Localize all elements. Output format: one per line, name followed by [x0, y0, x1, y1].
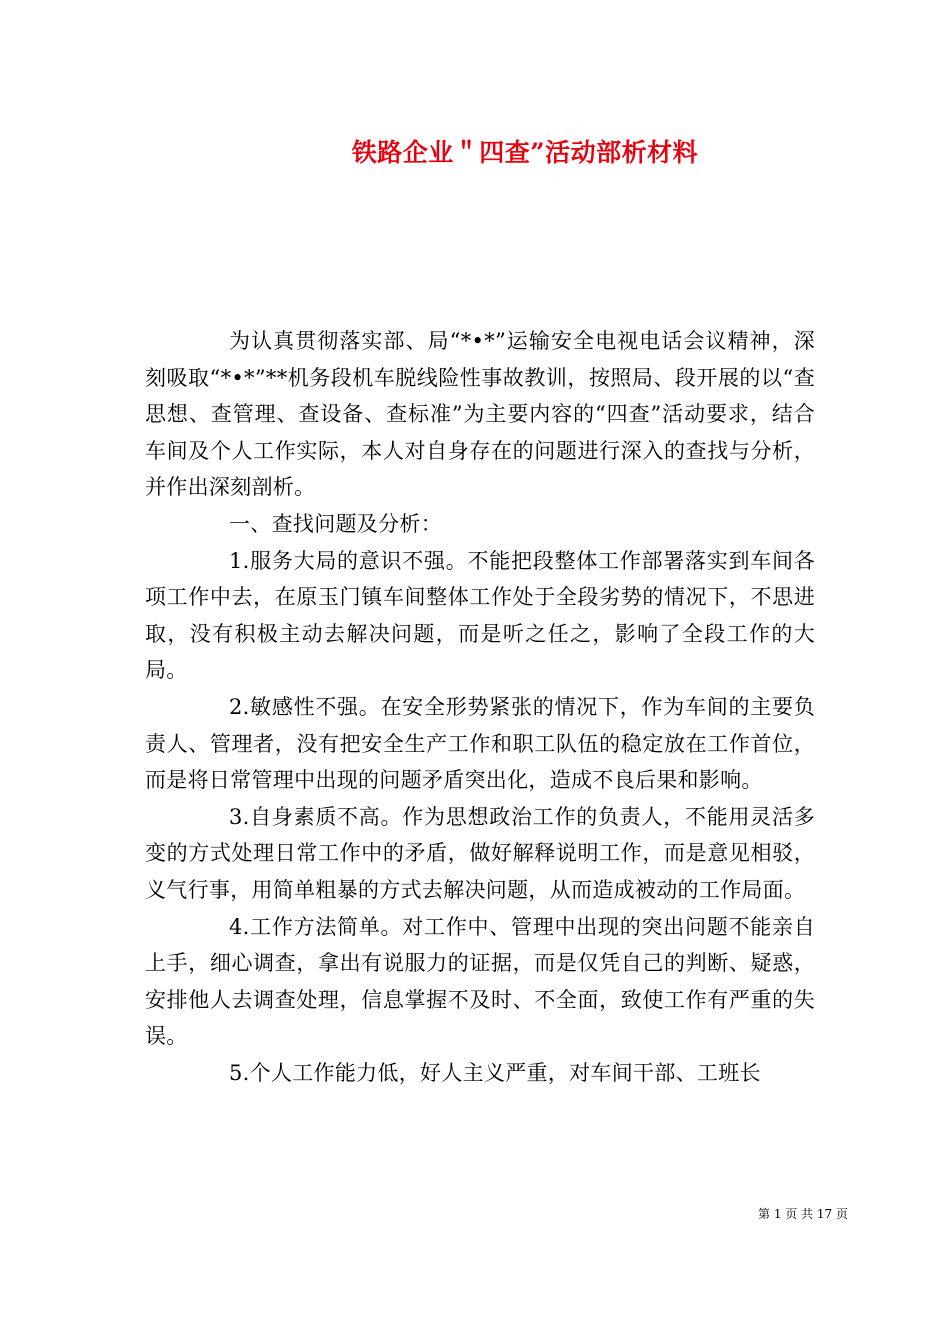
item-paragraph-4: 4.工作方法简单。对工作中、管理中出现的突出问题不能亲自上手，细心调查，拿出有说服力的证据，而是仅凭自己的判断、疑惑，安排他人去调查处理，信息掌握不及时、不全面，致使工作有严重的失误。	[145, 914, 815, 1049]
item-paragraph-2: 2.敏感性不强。在安全形势紧张的情况下，作为车间的主要负责人、管理者，没有把安全生产工作和职工队伍的稳定放在工作首位，而是将日常管理中出现的问题矛盾突出化，造成不良后果和影响。	[145, 694, 815, 793]
document-body	[145, 323, 815, 1091]
item-paragraph-5: 5.个人工作能力低，好人主义严重，对车间干部、工班长	[229, 1060, 761, 1085]
document-title: 铁路企业＂四查”活动部析材料	[351, 138, 699, 167]
section-heading: 一、查找问题及分析：	[229, 511, 442, 536]
intro-paragraph: 为认真贯彻落实部、局“*•*”运输安全电视电话会议精神，深刻吸取“*•*”**机务段机车脱线险性事故教训，按照局、段开展的以“查思想、查管理、查设备、查标准”为主要内容的“四查”活动要求，结合车间及个人工作实际，本人对自身存在的问题进行深入的查找与分析，并作出深刻剖析。	[145, 329, 815, 500]
item-paragraph-3: 3.自身素质不高。作为思想政治工作的负责人，不能用灵活多变的方式处理日常工作中的矛盾，做好解释说明工作，而是意见相驳，义气行事，用简单粗暴的方式去解决问题，从而造成被动的工作局面。	[145, 804, 815, 902]
page-number-footer: 第 1 页 共 17 页	[758, 1207, 848, 1221]
item-paragraph-1: 1.服务大局的意识不强。不能把段整体工作部署落实到车间各项工作中去，在原玉门镇车间整体工作处于全段劣势的情况下，不思进取，没有积极主动去解决问题，而是听之任之，影响了全段工作的大局。	[145, 548, 815, 683]
